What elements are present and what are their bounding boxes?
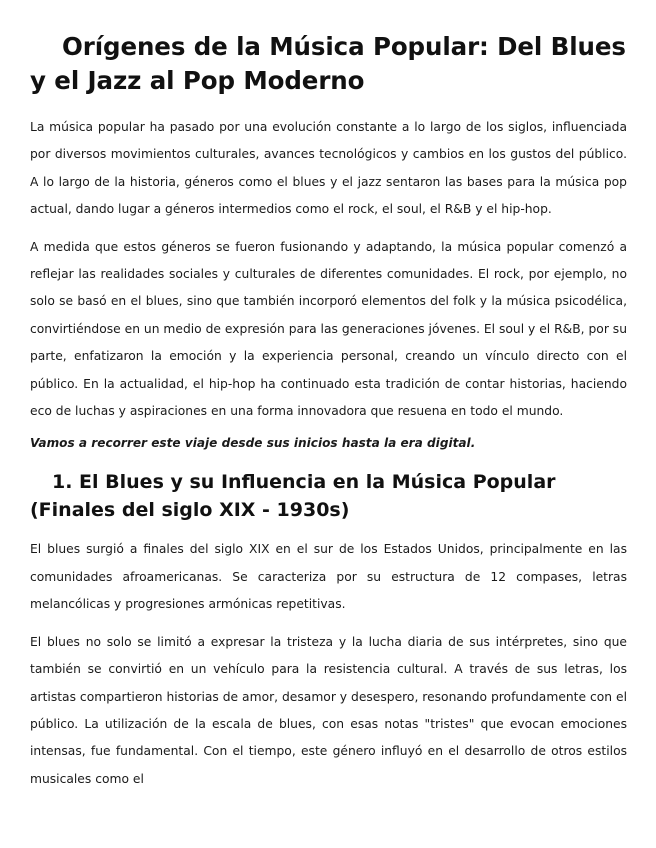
emphasis-line: Vamos a recorrer este viaje desde sus inicios hasta la era digital. [30, 436, 476, 451]
intro-paragraph-1: La música popular ha pasado por una evolución constante a lo largo de los siglos, influenciada por diversos movimientos culturales, avances tecnológicos y cambios en los gustos del público. A lo largo de la historia, géneros como el blues y el jazz sentaron las bases para la música pop actual, dando lugar a géneros intermedios como el rock, el soul, el R&B y el hip-hop. [30, 120, 627, 217]
intro-paragraph-2: A medida que estos géneros se fueron fusionando y adaptando, la música popular comenzó a reflejar las realidades sociales y culturales de diferentes comunidades. El rock, por ejemplo, no solo se basó en el blues, sino que también incorporó elementos del folk y la música psicodélica, convirtiéndose en un medio de expresión para las generaciones jóvenes. El soul y el R&B, por su parte, enfatizaron la emoción y la experiencia personal, creando un vínculo directo con el público. En la actualidad, el hip-hop ha continuado esta tradición de contar historias, haciendo eco de luchas y aspiraciones en una forma innovadora que resuena en todo el mundo. [30, 239, 627, 419]
section-1-paragraph-1: El blues surgió a finales del siglo XIX en el sur de los Estados Unidos, principalmente en las comunidades afroamericanas. Se caracteriza por su estructura de 12 compases, letras melancólicas y progresiones armónicas repetitivas. [30, 542, 627, 612]
section-1-paragraph-2: El blues no solo se limitó a expresar la tristeza y la lucha diaria de sus intérpretes, sino que también se convirtió en un vehículo para la resistencia cultural. A través de sus letras, los artistas compartieron historias de amor, desamor y desespero, resonando profundamente con el público. La utilización de la escala de blues, con esas notas "tristes" que evocan emociones intensas, fue fundamental. Con el tiempo, este género influyó en el desarrollo de otros estilos musicales como el [30, 634, 627, 786]
section-1-title: 1. El Blues y su Influencia en la Música Popular (Finales del siglo XIX - 1930s) [30, 471, 556, 522]
document-title: Orígenes de la Música Popular: Del Blues y el Jazz al Pop Moderno [30, 32, 626, 95]
